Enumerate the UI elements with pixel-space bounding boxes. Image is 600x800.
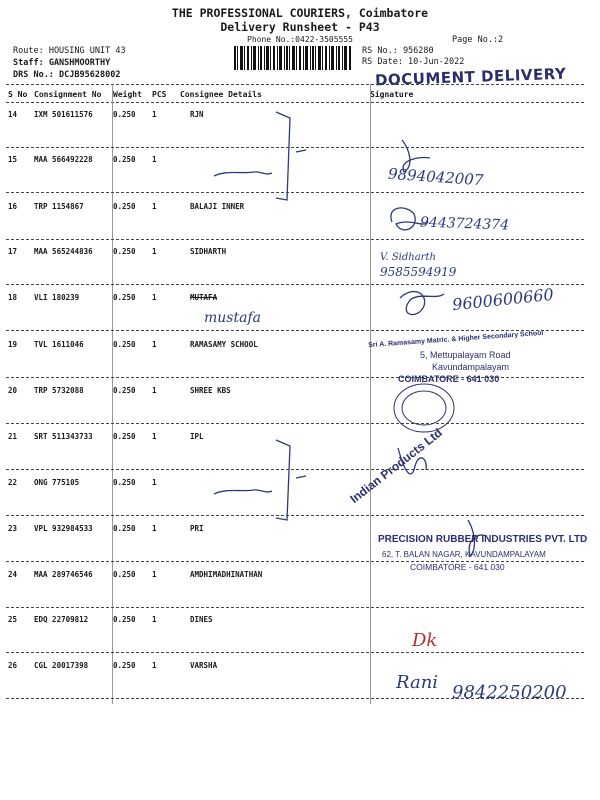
cell-consignee: PRI <box>190 524 204 533</box>
rs-date: RS Date: 10-Jun-2022 <box>362 57 465 67</box>
col-sno: S No <box>8 90 28 99</box>
cell-sno: 23 <box>8 524 18 533</box>
signature-18 <box>400 292 444 315</box>
school-stamp-line4: COIMBATORE - 641 030 <box>398 374 500 384</box>
runsheet-title: Delivery Runsheet - P43 <box>220 20 380 34</box>
cell-cons: TRP 5732088 <box>34 386 84 395</box>
hw-signature-25: Dk <box>412 630 438 651</box>
cell-sno: 20 <box>8 386 18 395</box>
cell-consignee: DINES <box>190 615 213 624</box>
hw-phone-26: 9842250200 <box>452 682 567 703</box>
hw-phone-15: 9894042007 <box>387 164 484 190</box>
cell-weight: 0.250 <box>113 247 136 256</box>
hw-phone-17: 9585594919 <box>380 265 457 279</box>
document-delivery-stamp: DOCUMENT DELIVERY <box>374 64 567 90</box>
cell-pcs: 1 <box>152 432 157 441</box>
cell-consignee: MUTAFA <box>190 293 218 302</box>
cell-pcs: 1 <box>152 293 157 302</box>
cell-consignee: AMDHIMADHINATHAN <box>190 570 263 579</box>
cell-pcs: 1 <box>152 570 157 579</box>
cell-weight: 0.250 <box>113 615 136 624</box>
cell-weight: 0.250 <box>113 661 136 670</box>
hw-name-18: mustafa <box>204 310 261 326</box>
staff: Staff: GANSHMOORTHY <box>13 58 111 68</box>
cell-consignee: VARSHA <box>190 661 218 670</box>
cell-pcs: 1 <box>152 524 157 533</box>
cell-consignee: RJN <box>190 110 204 119</box>
hw-phone-18: 9600600660 <box>451 284 555 315</box>
route: Route: HOUSING UNIT 43 <box>13 46 126 56</box>
cell-weight: 0.250 <box>113 386 136 395</box>
col-pcs: PCS <box>152 90 167 99</box>
cell-weight: 0.250 <box>113 524 136 533</box>
cell-consignee: SIDHARTH <box>190 247 227 256</box>
cell-weight: 0.250 <box>113 202 136 211</box>
cell-pcs: 1 <box>152 340 157 349</box>
cell-weight: 0.250 <box>113 570 136 579</box>
cell-weight: 0.250 <box>113 340 136 349</box>
cell-sno: 24 <box>8 570 18 579</box>
cell-cons: MAA 289746546 <box>34 570 93 579</box>
cell-sno: 26 <box>8 661 18 670</box>
cell-cons: MAA 566492228 <box>34 155 93 164</box>
cell-pcs: 1 <box>152 202 157 211</box>
cell-cons: VLI 180239 <box>34 293 80 302</box>
cell-cons: TRP 1154867 <box>34 202 84 211</box>
company-title: THE PROFESSIONAL COURIERS, Coimbatore <box>171 6 429 20</box>
cell-pcs: 1 <box>152 386 157 395</box>
cell-weight: 0.250 <box>113 293 136 302</box>
pri-stamp-line1: PRECISION RUBBER INDUSTRIES PVT. LTD <box>378 534 588 545</box>
cell-weight: 0.250 <box>113 110 136 119</box>
phone-number: Phone No.:0422-3505555 <box>247 35 353 44</box>
cell-sno: 21 <box>8 432 18 441</box>
bracket-mark <box>276 440 290 520</box>
cell-weight: 0.250 <box>113 155 136 164</box>
cell-cons: VPL 932984533 <box>34 524 93 533</box>
cell-pcs: 1 <box>152 615 157 624</box>
cell-sno: 22 <box>8 478 18 487</box>
cell-weight: 0.250 <box>113 432 136 441</box>
pri-stamp-line2: 62, T. BALAN NAGAR, KAVUNDAMPALAYAM <box>382 550 546 559</box>
bracket-mark <box>276 112 290 200</box>
page-number: Page No.:2 <box>452 35 504 45</box>
rs-number: RS No.: 956280 <box>362 46 434 56</box>
cell-sno: 18 <box>8 293 18 302</box>
col-consignment: Consignment No <box>34 90 102 99</box>
cell-weight: 0.250 <box>113 478 136 487</box>
school-stamp-line1: Sri A. Ramasamy Matric. & Higher Secondary School <box>367 329 544 350</box>
cell-sno: 17 <box>8 247 18 256</box>
cell-cons: TVL 1611046 <box>34 340 84 349</box>
cell-pcs: 1 <box>152 478 157 487</box>
col-weight: Weight <box>113 90 142 99</box>
cell-cons: EDQ 22709812 <box>34 615 89 624</box>
cell-consignee: SHREE KBS <box>190 386 231 395</box>
ipl-stamp: Indian Products Ltd <box>347 425 445 506</box>
pri-stamp-line3: COIMBATORE - 641 030 <box>410 562 505 572</box>
cell-consignee: RAMASAMY SCHOOL <box>190 340 258 349</box>
cell-cons: SRT 511343733 <box>34 432 93 441</box>
school-stamp-line2: 5, Mettupalayam Road <box>420 350 511 360</box>
col-consignee: Consignee Details <box>180 90 262 99</box>
cell-sno: 14 <box>8 110 18 119</box>
cell-cons: IXM 501611576 <box>34 110 93 119</box>
cell-sno: 25 <box>8 615 18 624</box>
initial-squiggle <box>214 172 272 176</box>
cell-consignee: IPL <box>190 432 204 441</box>
cell-sno: 16 <box>8 202 18 211</box>
cell-cons: MAA 565244836 <box>34 247 93 256</box>
hw-phone-16: 9443724374 <box>419 214 510 234</box>
col-signature: Signature <box>370 90 414 99</box>
cell-cons: CGL 20017398 <box>34 661 89 670</box>
cell-pcs: 1 <box>152 247 157 256</box>
cell-sno: 19 <box>8 340 18 349</box>
hw-name-17: V. Sidharth <box>380 252 436 263</box>
cell-pcs: 1 <box>152 110 157 119</box>
cell-sno: 15 <box>8 155 18 164</box>
drs-number: DRS No.: DCJB95628002 <box>13 70 121 80</box>
cell-pcs: 1 <box>152 661 157 670</box>
school-stamp-line3: Kavundampalayam <box>432 362 510 372</box>
hw-name-26: Rani <box>396 672 439 693</box>
cell-consignee: BALAJI INNER <box>190 202 245 211</box>
initial-squiggle <box>214 490 272 494</box>
cell-pcs: 1 <box>152 155 157 164</box>
cell-cons: ONG 775105 <box>34 478 80 487</box>
